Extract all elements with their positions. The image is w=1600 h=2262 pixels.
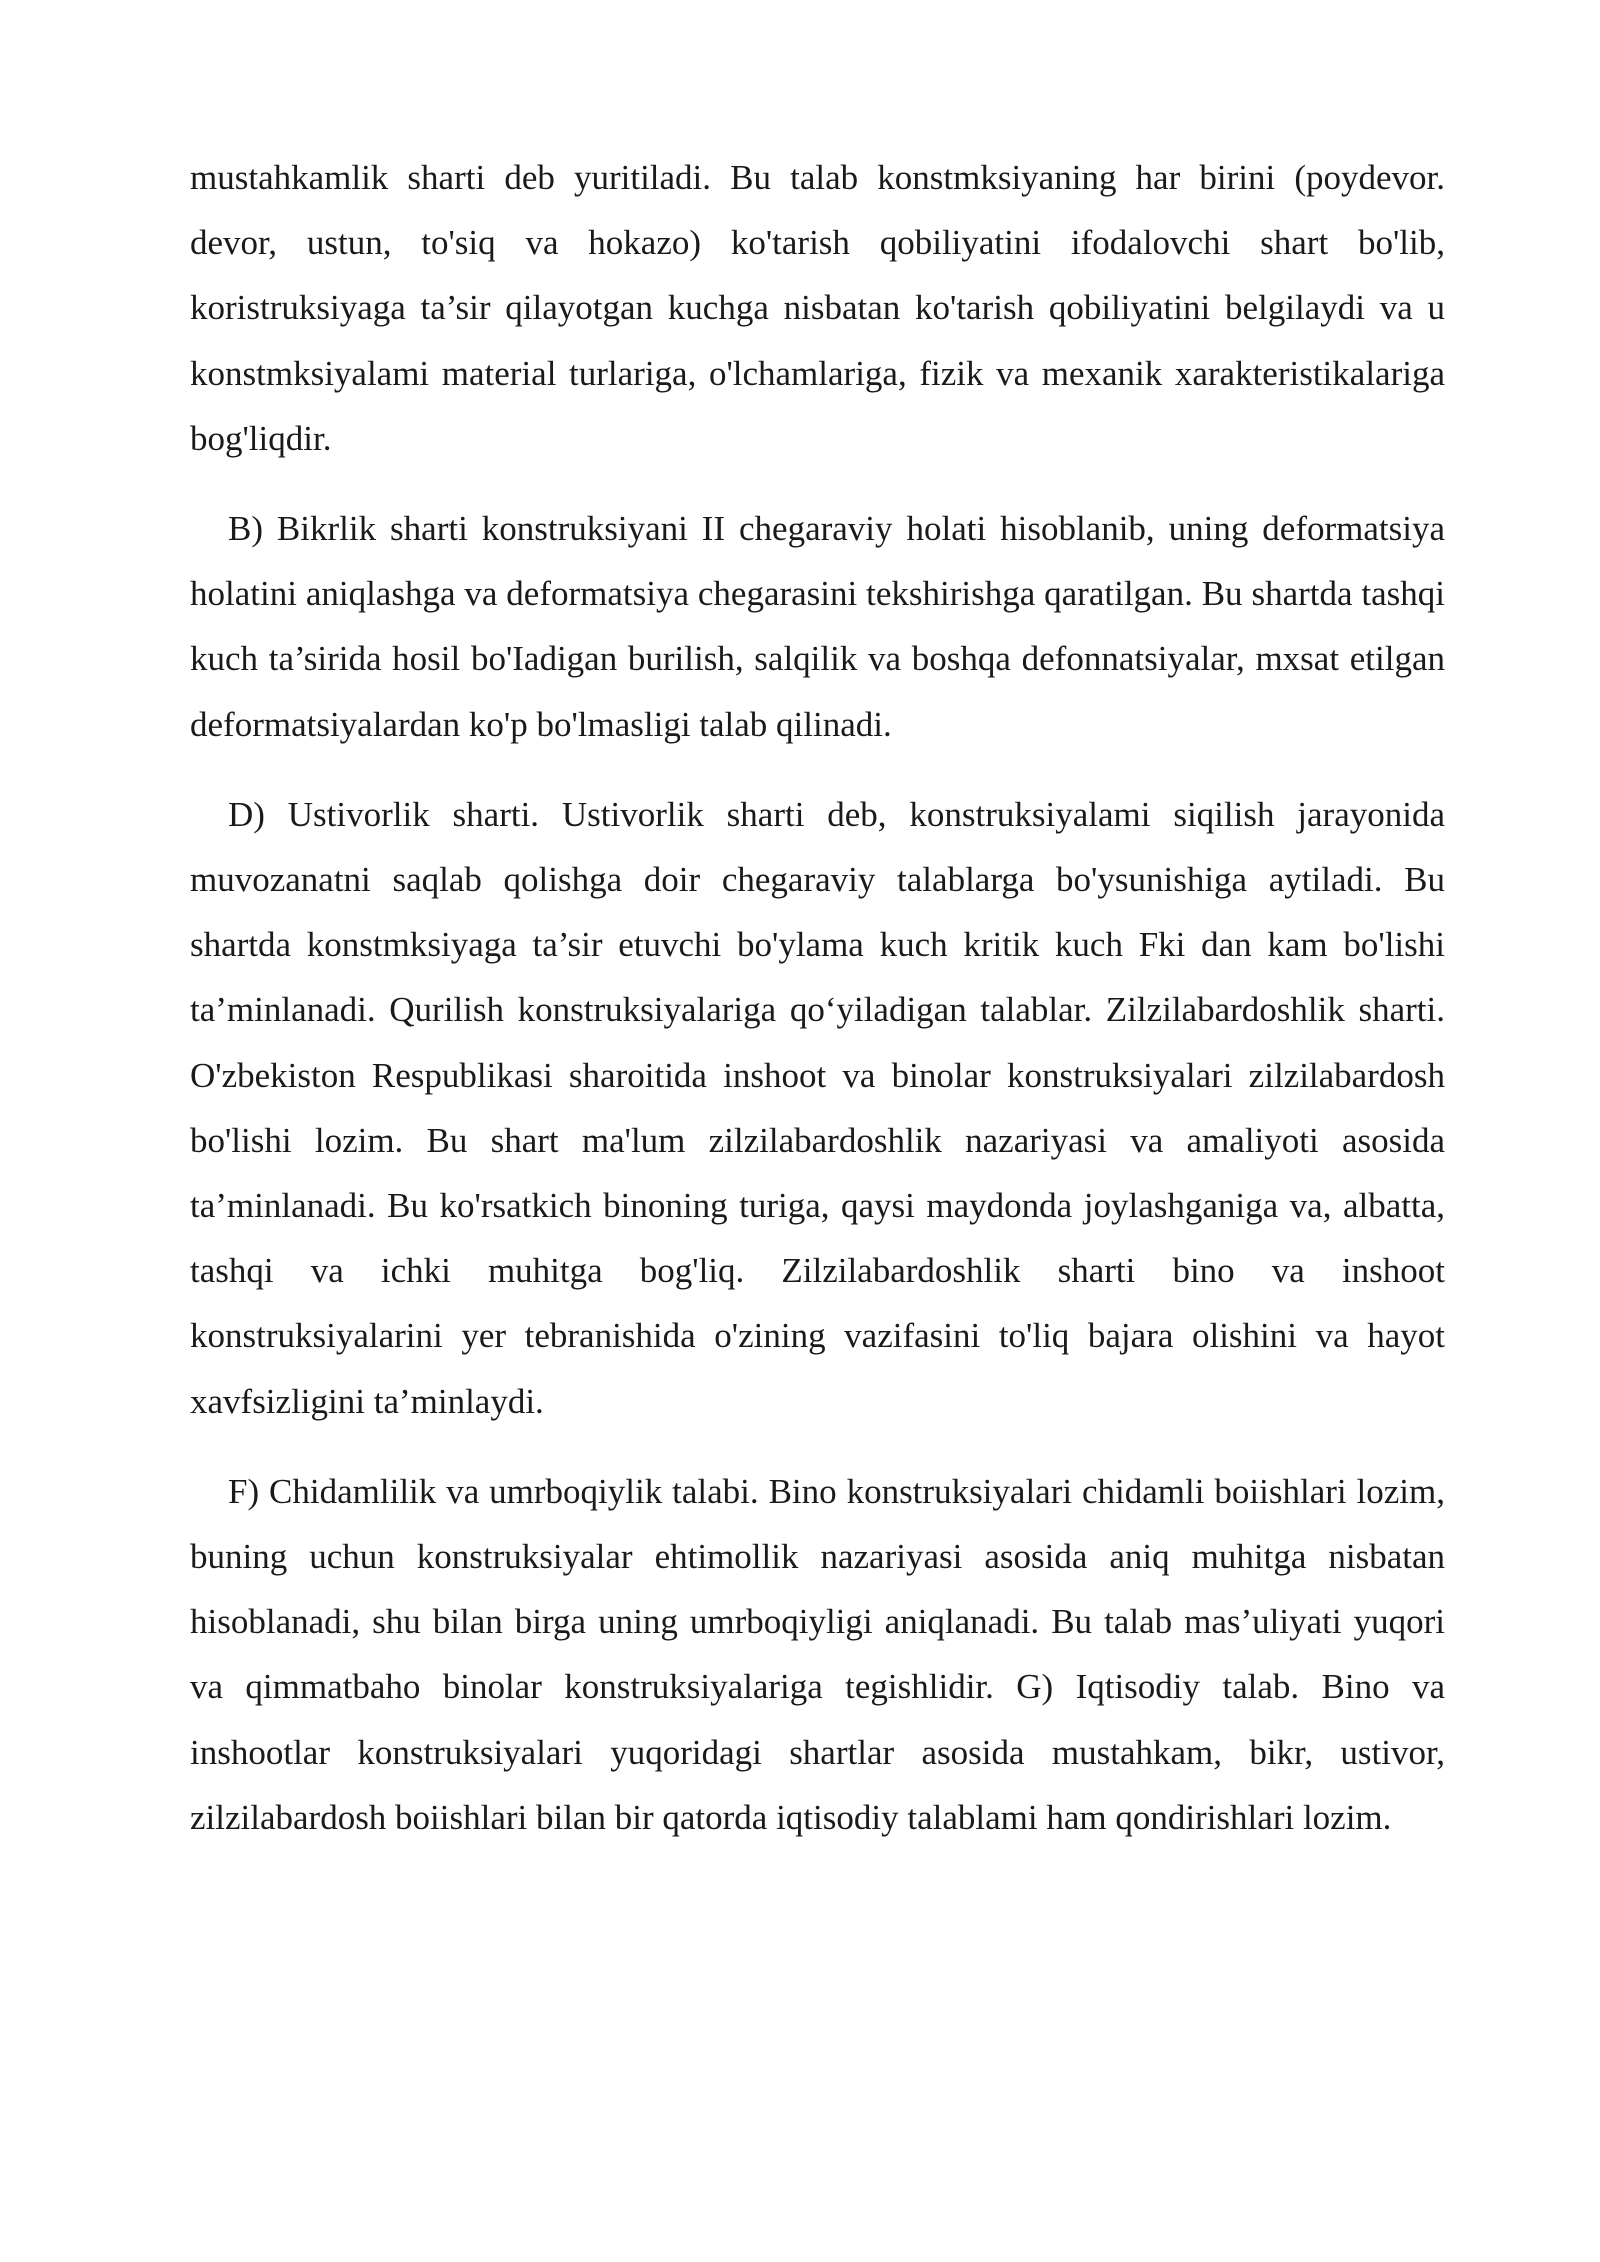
document-body <box>190 145 1445 1850</box>
paragraph-stiffness-condition: B) Bikrlik sharti konstruksiyani II chegaraviy holati hisoblanib, uning deformatsiya holatini aniqlashga va deformatsiya chegarasini tekshirishga qaratilgan. Bu shartda tashqi kuch ta’sirida hosil bo'Iadigan burilish, salqilik va boshqa defonnatsiyalar, mxsat etilgan deformatsiyalardan ko'p bo'lmasligi talab qilinadi. <box>190 509 1445 744</box>
paragraph-continuation: mustahkamlik sharti deb yuritiladi. Bu talab konstmksiyaning har birini (poydevor. devor, ustun, to'siq va hokazo) ko'tarish qobiliyatini ifodalovchi shart bo'lib, koristruksiyaga ta’sir qilayotgan kuchga nisbatan ko'tarish qobiliyatini belgilaydi va u konstmksiyalami material turlariga, o'lchamlariga, fizik va mexanik xarakteristikalariga bog'liqdir. <box>190 158 1445 458</box>
paragraph-durability-requirement: F) Chidamlilik va umrboqiylik talabi. Bino konstruksiyalari chidamli boiishlari lozim, buning uchun konstruksiyalar ehtimollik nazariyasi asosida aniq muhitga nisbatan hisoblanadi, shu bilan birga uning umrboqiyligi aniqlanadi. Bu talab mas’uliyati yuqori va qimmatbaho binolar konstruksiyalariga tegishlidir. G) Iqtisodiy talab. Bino va inshootlar konstruksiyalari yuqoridagi shartlar asosida mustahkam, bikr, ustivor, zilzilabardosh boiishlari bilan bir qatorda iqtisodiy talablami ham qondirishlari lozim. <box>190 1471 1445 1837</box>
paragraph-stability-condition: D) Ustivorlik sharti. Ustivorlik sharti deb, konstruksiyalami siqilish jarayonida muvozanatni saqlab qolishga doir chegaraviy talablarga bo'ysunishiga aytiladi. Bu shartda konstmksiyaga ta’sir etuvchi bo'ylama kuch kritik kuch Fki dan kam bo'lishi ta’minlanadi. Qurilish konstruksiyalariga qo‘yiladigan talablar. Zilzilabardoshlik sharti. O'zbekiston Respublikasi sharoitida inshoot va binolar konstruksiyalari zilzilabardosh bo'lishi lozim. Bu shart ma'lum zilzilabardoshlik nazariyasi va amaliyoti asosida ta’minlanadi. Bu ko'rsatkich binoning turiga, qaysi maydonda joylashganiga va, albatta, tashqi va ichki muhitga bog'liq. Zilzilabardoshlik sharti bino va inshoot konstruksiyalarini yer tebranishida o'zining vazifasini to'liq bajara olishini va hayot xavfsizligini ta’minlaydi. <box>190 794 1445 1421</box>
